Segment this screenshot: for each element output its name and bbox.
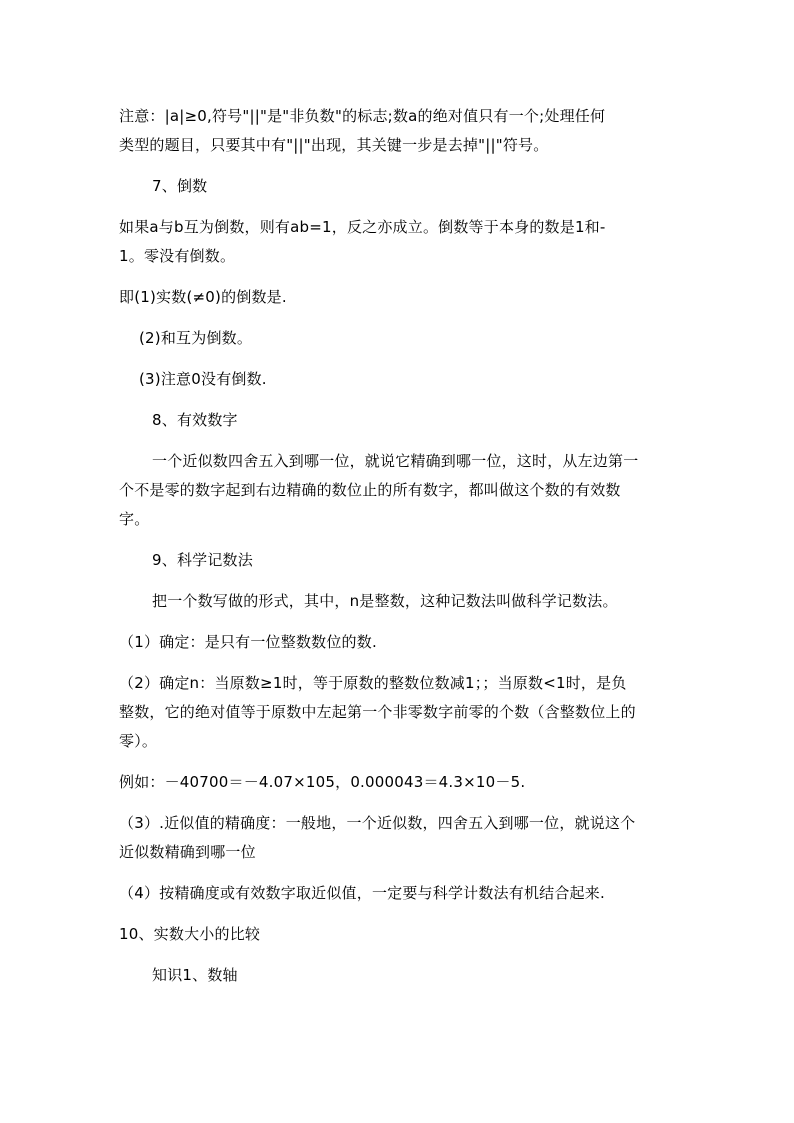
text-line: 把一个数写做的形式，其中，n是整数，这种记数法叫做科学记数法。 [152,592,618,610]
text-line: 1。零没有倒数。 [119,247,236,265]
section-heading: 10、实数大小的比较 [119,925,261,943]
text-line: （3）.近似值的精确度：一般地，一个近似数，四舍五入到哪一位，就说这个 [119,814,636,832]
section-heading: 8、有效数字 [152,411,238,429]
text-line: 字。 [119,510,150,528]
section-heading: 7、倒数 [152,177,208,195]
text-line: 如果a与b互为倒数，则有ab=1，反之亦成立。倒数等于本身的数是1和- [119,218,606,236]
text-line: (2)和互为倒数。 [139,329,253,347]
text-line: 知识1、数轴 [152,966,238,984]
text-line: 零）。 [119,732,158,750]
text-line: 注意：|a|≥0,符号"||"是"非负数"的标志;数a的绝对值只有一个;处理任何 [119,107,606,125]
text-line: 近似数精确到哪一位 [119,843,256,861]
text-line: 类型的题目，只要其中有"||"出现，其关键一步是去掉"||"符号。 [119,136,549,154]
text-line: 整数，它的绝对值等于原数中左起第一个非零数字前零的个数（含整数位上的 [119,703,636,721]
text-line: 一个近似数四舍五入到哪一位，就说它精确到哪一位，这时，从左边第一 [152,452,639,470]
text-line: 个不是零的数字起到右边精确的数位止的所有数字，都叫做这个数的有效数 [119,481,621,499]
text-line: 例如：－40700＝－4.07×105，0.000043＝4.3×10－5. [119,773,526,791]
text-line: （1）确定：是只有一位整数数位的数. [119,633,377,651]
text-line: (3)注意0没有倒数. [139,370,267,388]
text-line: 即(1)实数(≠0)的倒数是. [119,288,287,306]
text-line: （2）确定n：当原数≥1时，等于原数的整数位数减1；；当原数<1时，是负 [119,674,627,692]
section-heading: 9、科学记数法 [152,551,253,569]
text-line: （4）按精确度或有效数字取近似值，一定要与科学计数法有机结合起来. [119,884,605,902]
